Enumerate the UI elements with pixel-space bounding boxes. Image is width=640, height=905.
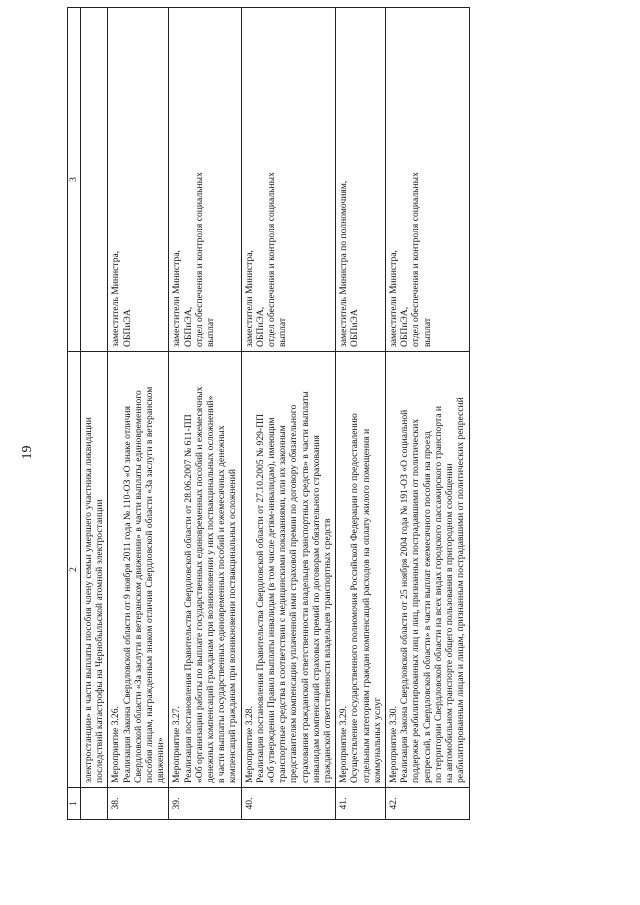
text-line: коммунальных услуг (371, 697, 383, 783)
measure-text (241, 352, 336, 788)
header-col-3: 3 (68, 8, 81, 352)
text-line: последствий катастрофы на Чернобыльской атомной электростанции (94, 499, 106, 783)
measure-text-continuation (81, 352, 108, 788)
text-line: Свердловской области «За заслуги в ветеранском движении» в части выплаты единовременного (132, 390, 144, 783)
text-line: в части выплаты государственных единовременных пособий и ежемесячных денежных (216, 425, 228, 783)
row-number: 41. (336, 788, 386, 820)
resp-line: ОБПиЭА (121, 309, 133, 347)
text-line: страхования гражданской ответственности владельцев транспортных средств» в части выплаты (299, 391, 311, 783)
text-line: электростанции» в части выплаты пособия члену семьи умершего участника ликвидации (83, 417, 94, 783)
resp-line: ОБПиЭА, (399, 306, 411, 347)
text-line: Реализация Закона Свердловской области от 25 ноября 2004 года № 191-ОЗ «О социальной (399, 409, 411, 783)
text-line: репрессий, в Свердловской области» в части выплат ежемесячного пособия на проезд (421, 431, 433, 783)
responsible-cell (169, 8, 241, 352)
text-line: Реализация Закона Свердловской области от 9 ноября 2011 года № 110-ОЗ «О знаке отличия (121, 405, 133, 783)
table-row-41 (336, 8, 386, 820)
text-line: поддержке реабилитированных лиц и лиц, признанных пострадавшими от политических (410, 418, 422, 783)
row-number: 42. (386, 788, 469, 820)
resp-line: заместители Министра, (243, 250, 255, 347)
text-line: гражданской ответственности владельцев транспортных средств (322, 518, 334, 783)
measure-text (169, 352, 241, 788)
row-number: 39. (169, 788, 241, 820)
text-line: инвалидам компенсаций страховых премий по договорам обязательного страхования (310, 435, 322, 783)
resp-line: отдел обеспечения и контроля социальных (193, 172, 205, 347)
resp-line: выплат (205, 317, 217, 347)
resp-line: заместители Министра, (388, 250, 400, 347)
text-line: движении» (155, 737, 167, 783)
responsible-cell (241, 8, 336, 352)
table-row-40 (241, 8, 336, 820)
resp-line: ОБПиЭА (349, 309, 361, 347)
resp-line: заместители Министра, (171, 250, 183, 347)
measure-text (336, 352, 386, 788)
text-line: компенсаций гражданам при возникновении поствакцинальных осложнений (227, 468, 239, 783)
text-line: Осуществление государственного полномочия Российской Федерации по предоставлению (349, 413, 361, 783)
measure-text (386, 352, 469, 788)
text-line: Мероприятие 3.28. (243, 706, 255, 783)
text-line: представителям компенсации уплаченной ими страховой премии по договору обязательного (288, 404, 300, 783)
responsible-cell (108, 8, 169, 352)
table-row-39 (169, 8, 241, 820)
resp-line: отдел обеспечения и контроля социальных (410, 172, 422, 347)
resp-line: выплат (421, 317, 433, 347)
header-col-2: 2 (68, 352, 81, 788)
row-number: 38. (108, 788, 169, 820)
text-line: Мероприятие 3.27. (171, 706, 183, 783)
responsible-cell (386, 8, 469, 352)
text-line: Мероприятие 3.29. (338, 706, 350, 783)
table-row-42 (386, 8, 469, 820)
text-line: «Об утверждении Правил выплаты инвалидам (в том числе детям-инвалидам), имеющим (266, 417, 278, 783)
measure-text (108, 352, 169, 788)
text-line: пособия лицам, награжденным знаком отличия Свердловской области «За заслуги в ветеранском (144, 386, 156, 783)
text-line: реабилитированным лицам и лицам, признанным пострадавшими от политических репрессий (455, 397, 467, 783)
text-line: Мероприятие 3.30. (388, 706, 400, 783)
resp-line: выплат (277, 317, 289, 347)
text-line: денежных компенсаций гражданам при возникновении у них поствакцинальных осложнений» (205, 395, 217, 783)
page-number: 19 (20, 445, 35, 460)
resp-line: заместитель Министра по полномочиям, (338, 180, 350, 347)
resp-line: ОБПиЭА, (182, 306, 194, 347)
text-line: транспортные средства в соответствии с медицинскими показаниями, или их законным (277, 425, 289, 783)
text-line: на автомобильном транспорте общего пользования в пригородном сообщении (444, 463, 456, 783)
table-row-38 (108, 8, 169, 820)
header-col-1: 1 (68, 788, 81, 820)
text-line: Мероприятие 3.26. (110, 706, 122, 783)
table-row-continuation (81, 8, 108, 820)
resp-line: отдел обеспечения и контроля социальных (266, 172, 278, 347)
resp-line: ОБПиЭА, (254, 306, 266, 347)
row-number: 40. (241, 788, 336, 820)
text-line: Реализация постановления Правительства Свердловской области от 27.10.2005 № 929-ПП (254, 414, 266, 783)
measures-table (67, 7, 470, 820)
table-header-row (68, 8, 81, 820)
responsible-cell (336, 8, 386, 352)
text-line: «Об организации работы по выплате государственных единовременных пособий и ежемесячных (193, 386, 205, 783)
text-line: по территории Свердловской области на всех видах городского пассажирского транспорта и (432, 405, 444, 783)
resp-line: заместитель Министра, (110, 250, 122, 347)
text-line: Реализация постановления Правительства Свердловской области от 28.06.2007 № 611-ПП (182, 414, 194, 783)
text-line: отдельным категориям граждан компенсаций расходов на оплату жилого помещения и (360, 428, 372, 783)
